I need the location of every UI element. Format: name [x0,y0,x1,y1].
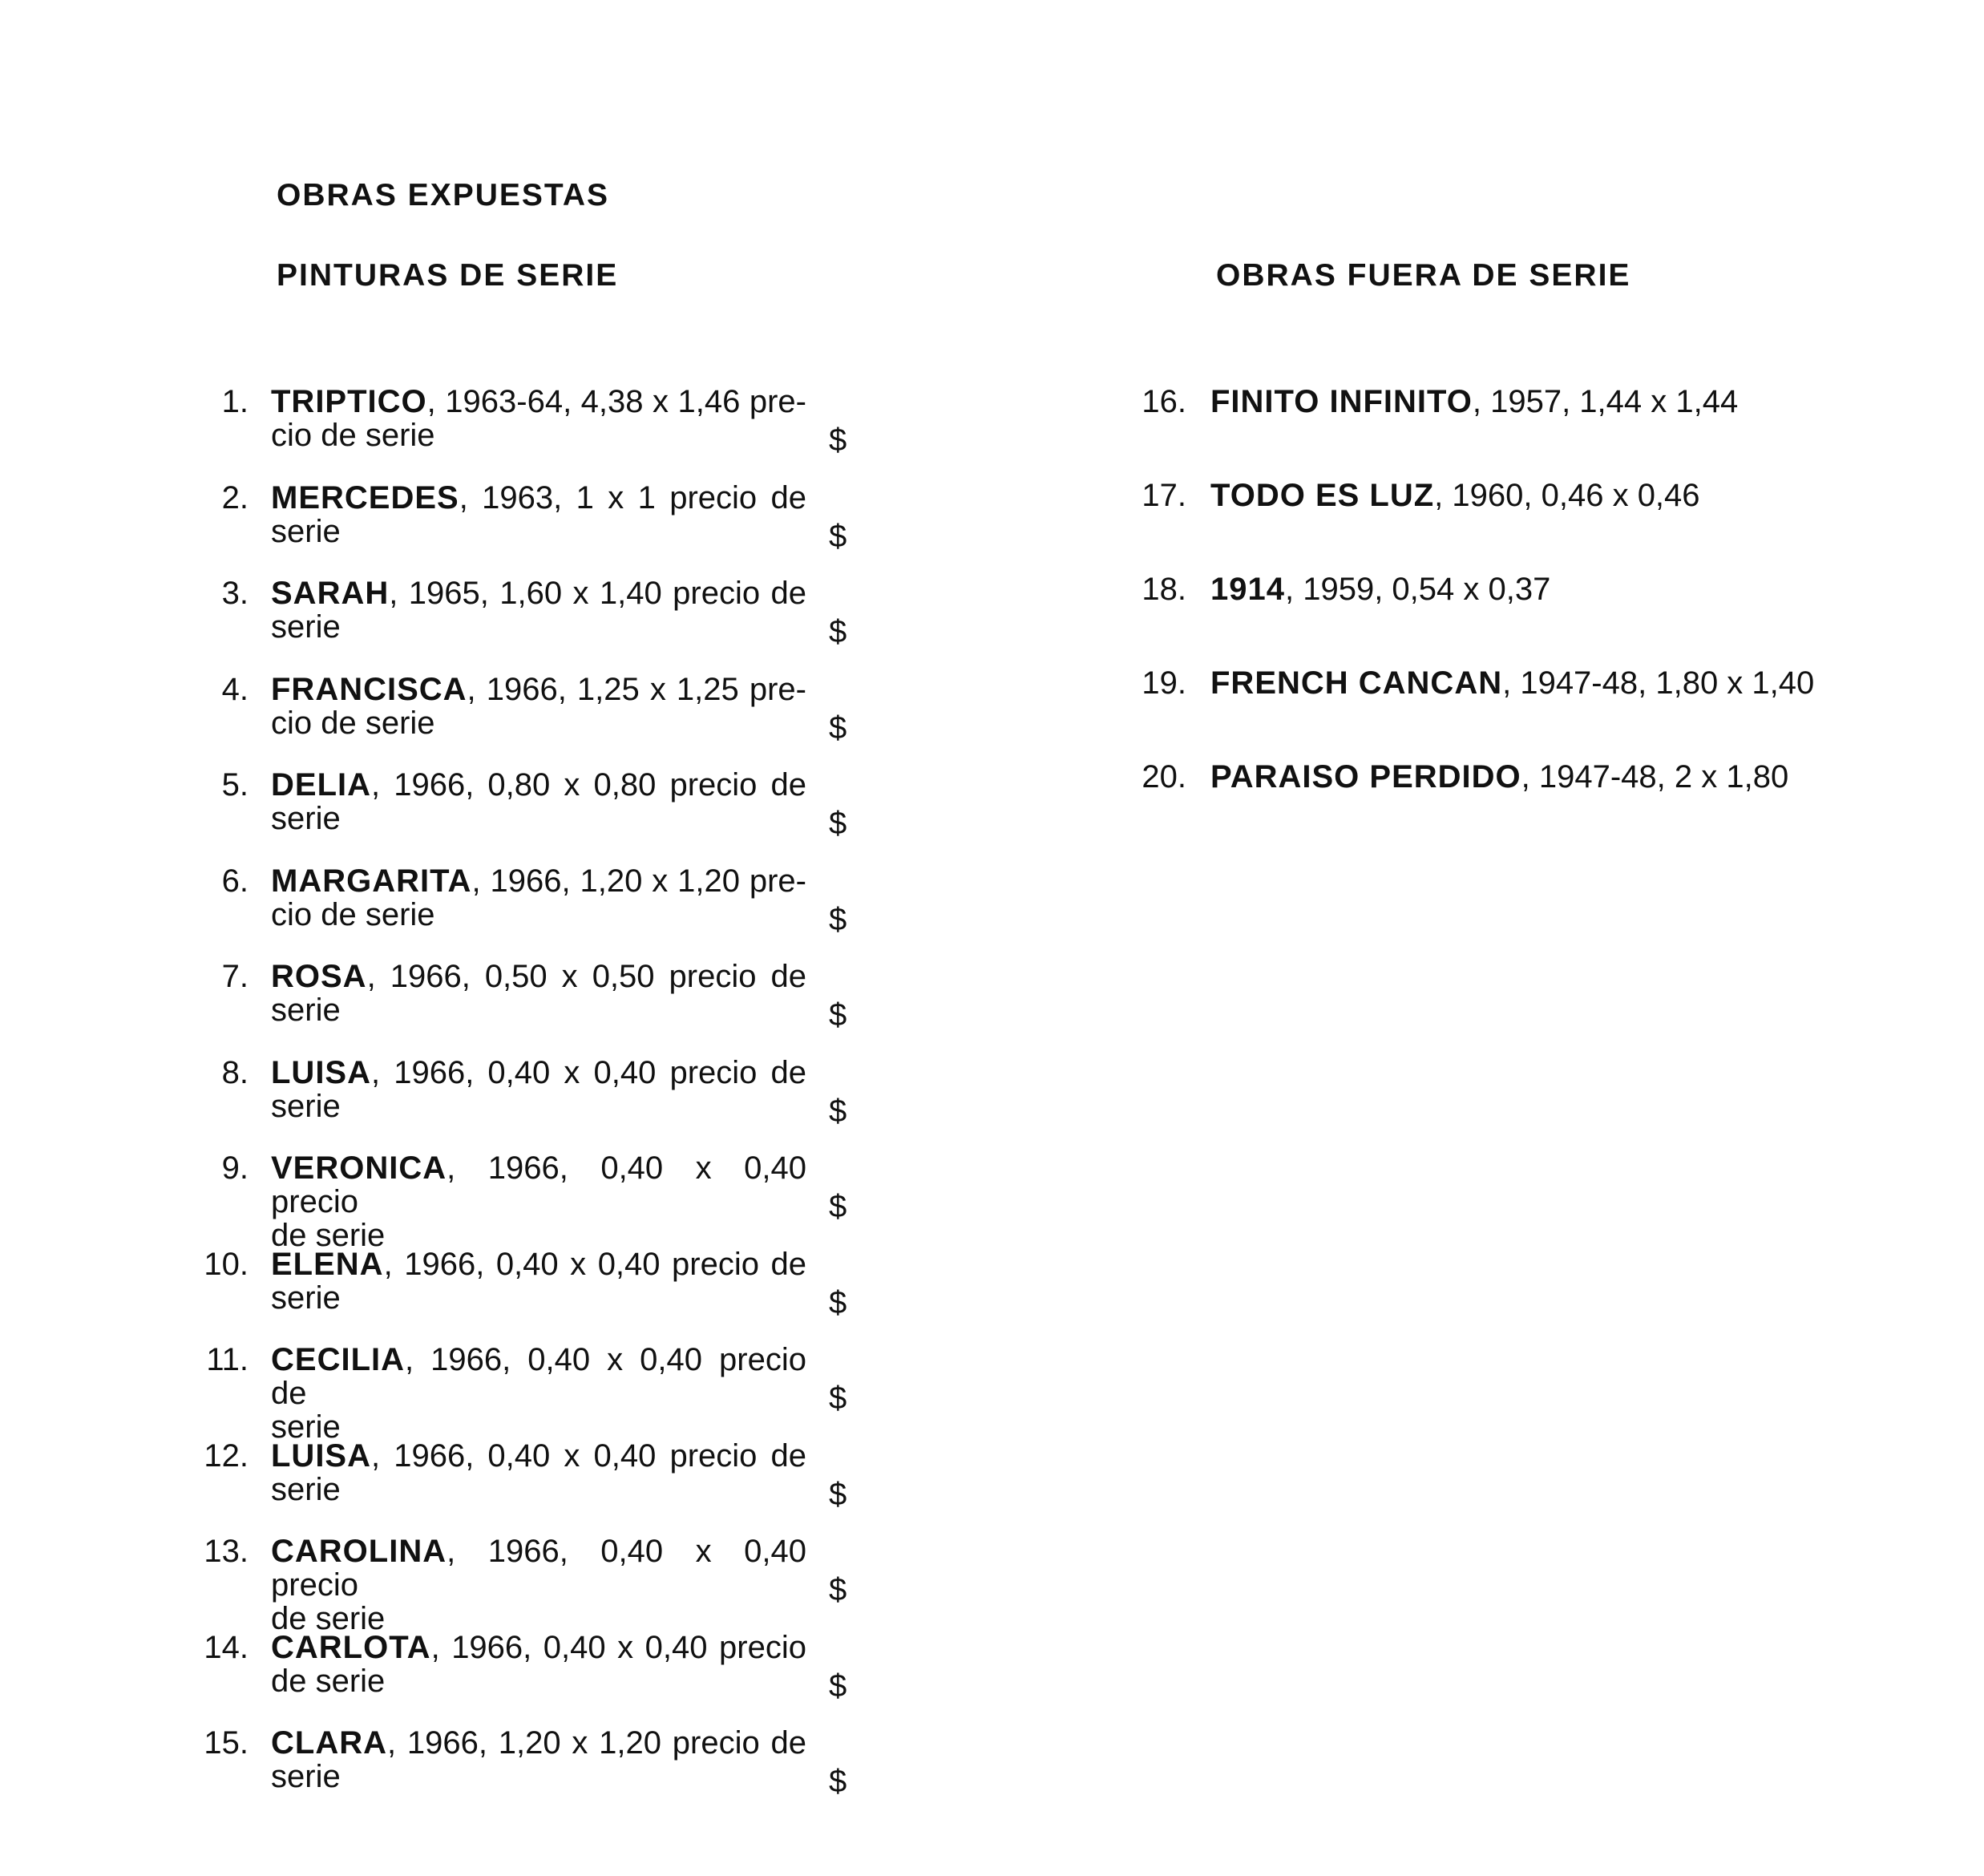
item-details: , 1947-48, 2 x 1,80 [1521,759,1789,794]
item-description [271,960,806,1027]
item-line-2: serie [271,993,341,1028]
item-description [271,576,806,644]
item-description [271,768,806,835]
item-details: , 1963-64, 4,38 x 1,46 pre- [426,384,806,419]
currency-symbol: $ [829,1189,847,1224]
item-title: MARGARITA [271,863,472,899]
item-description [1210,479,1932,512]
item-details: , 1966, 0,40 x 0,40 precio [271,1150,806,1219]
item-description [271,673,806,740]
item-details: , 1959, 0,54 x 0,37 [1284,572,1551,607]
item-line-2: serie [271,609,341,645]
item-details: , 1966, 0,40 x 0,40 precio de [371,1054,806,1090]
item-description [1210,572,1932,606]
item-number: 20. [1142,759,1186,794]
item-details: , 1957, 1,44 x 1,44 [1472,384,1739,419]
currency-symbol: $ [829,710,847,746]
item-number: 9. [221,1150,249,1186]
item-line-2: cio de serie [271,705,435,741]
currency-symbol: $ [829,1093,847,1129]
item-description [271,385,806,452]
item-line-2: de serie [271,1218,386,1253]
item-number: 16. [1142,384,1186,419]
item-line-1 [271,1726,806,1760]
item-details: , 1960, 0,46 x 0,46 [1434,478,1700,513]
item-description [271,1534,806,1635]
currency-symbol: $ [829,806,847,841]
item-description [1210,666,1932,700]
item-line-2: de serie [271,1601,386,1636]
item-number: 15. [204,1725,249,1761]
item-number: 10. [204,1246,249,1282]
item-title: LUISA [271,1437,371,1474]
item-details: , 1966, 0,40 x 0,40 precio de [271,1342,806,1411]
item-number: 14. [204,1629,249,1665]
item-title: PARAISO PERDIDO [1210,759,1521,794]
item-line-1 [271,1631,806,1664]
item-details: , 1965, 1,60 x 1,40 precio de [389,576,806,611]
item-line-2: serie [271,801,341,836]
currency-symbol: $ [829,1381,847,1416]
currency-symbol: $ [829,1668,847,1704]
item-title: DELIA [271,767,371,803]
item-line-2: serie [271,1280,341,1316]
item-line-2: serie [271,1409,341,1445]
item-line-1 [271,1534,806,1602]
item-number: 3. [221,576,249,611]
item-description [271,481,806,548]
item-title: CAROLINA [271,1534,447,1569]
currency-symbol: $ [829,1572,847,1607]
item-title: SARAH [271,576,390,611]
item-line-1 [271,1151,806,1219]
item-number: 6. [221,863,249,899]
item-title: FRANCISCA [271,671,467,707]
item-details: , 1966, 1,25 x 1,25 pre- [467,671,806,707]
item-description [1210,760,1932,794]
item-description [271,1439,806,1506]
item-details: , 1966, 1,20 x 1,20 pre- [471,863,806,899]
currency-symbol: $ [829,997,847,1033]
item-details: , 1966, 0,40 x 0,40 precio de [383,1246,806,1282]
item-details: , 1966, 0,80 x 0,80 precio de [371,767,806,803]
item-details: , 1966, 0,40 x 0,40 precio de [371,1437,806,1474]
item-title: MERCEDES [271,479,459,515]
item-line-1 [271,481,806,515]
item-number: 17. [1142,478,1186,513]
currency-symbol: $ [829,1764,847,1799]
heading-obras-fuera-de-serie: OBRAS FUERA DE SERIE [1216,258,1631,293]
item-number: 2. [221,479,249,515]
item-description [271,1631,806,1698]
item-description [271,1726,806,1793]
item-line-2: serie [271,1759,341,1794]
item-line-1 [271,673,806,706]
item-line-1 [271,960,806,993]
currency-symbol: $ [829,423,847,458]
item-title: TRIPTICO [271,384,427,419]
currency-symbol: $ [829,1284,847,1320]
item-title: CLARA [271,1725,387,1761]
item-title: VERONICA [271,1150,447,1186]
item-details: , 1966, 0,40 x 0,40 precio [271,1534,806,1603]
item-title: CARLOTA [271,1629,431,1665]
item-number: 18. [1142,572,1186,607]
item-line-2: serie [271,513,341,549]
item-line-1 [271,1247,806,1281]
item-description [271,1151,806,1252]
item-title: FINITO INFINITO [1210,384,1473,419]
item-title: 1914 [1210,572,1285,607]
item-line-2: de serie [271,1663,386,1699]
item-line-1 [271,1439,806,1473]
item-title: TODO ES LUZ [1210,478,1435,513]
item-details: , 1947-48, 1,80 x 1,40 [1502,665,1815,701]
item-number: 5. [221,767,249,803]
item-details: , 1966, 0,40 x 0,40 precio [430,1629,806,1665]
item-line-1 [271,1343,806,1410]
item-number: 4. [221,671,249,707]
item-line-1 [271,1056,806,1090]
item-details: , 1963, 1 x 1 precio de [459,479,806,515]
item-title: LUISA [271,1054,371,1090]
currency-symbol: $ [829,614,847,649]
item-description [271,1056,806,1123]
item-title: ELENA [271,1246,384,1282]
item-number: 1. [221,384,249,419]
currency-symbol: $ [829,901,847,937]
item-line-1 [271,864,806,898]
currency-symbol: $ [829,518,847,554]
currency-symbol: $ [829,1476,847,1512]
item-title: FRENCH CANCAN [1210,665,1503,701]
item-line-1 [271,768,806,802]
item-number: 13. [204,1534,249,1569]
item-number: 11. [206,1342,249,1377]
item-line-1 [271,576,806,610]
item-details: , 1966, 1,20 x 1,20 precio de [386,1725,806,1761]
item-description [271,864,806,932]
item-title: ROSA [271,959,367,994]
item-number: 7. [221,959,249,994]
item-line-2: cio de serie [271,418,435,453]
item-line-2: serie [271,1471,341,1507]
item-title: CECILIA [271,1342,405,1377]
item-description [1210,385,1932,418]
heading-pinturas-de-serie: PINTURAS DE SERIE [277,258,619,293]
item-line-2: cio de serie [271,896,435,932]
item-details: , 1966, 0,50 x 0,50 precio de [366,959,806,994]
item-description [271,1247,806,1315]
item-number: 19. [1142,665,1186,701]
item-number: 8. [221,1054,249,1090]
item-description [271,1343,806,1444]
item-line-1 [271,385,806,418]
item-number: 12. [204,1437,249,1474]
item-line-2: serie [271,1088,341,1124]
heading-obras-expuestas: OBRAS EXPUESTAS [277,178,610,212]
